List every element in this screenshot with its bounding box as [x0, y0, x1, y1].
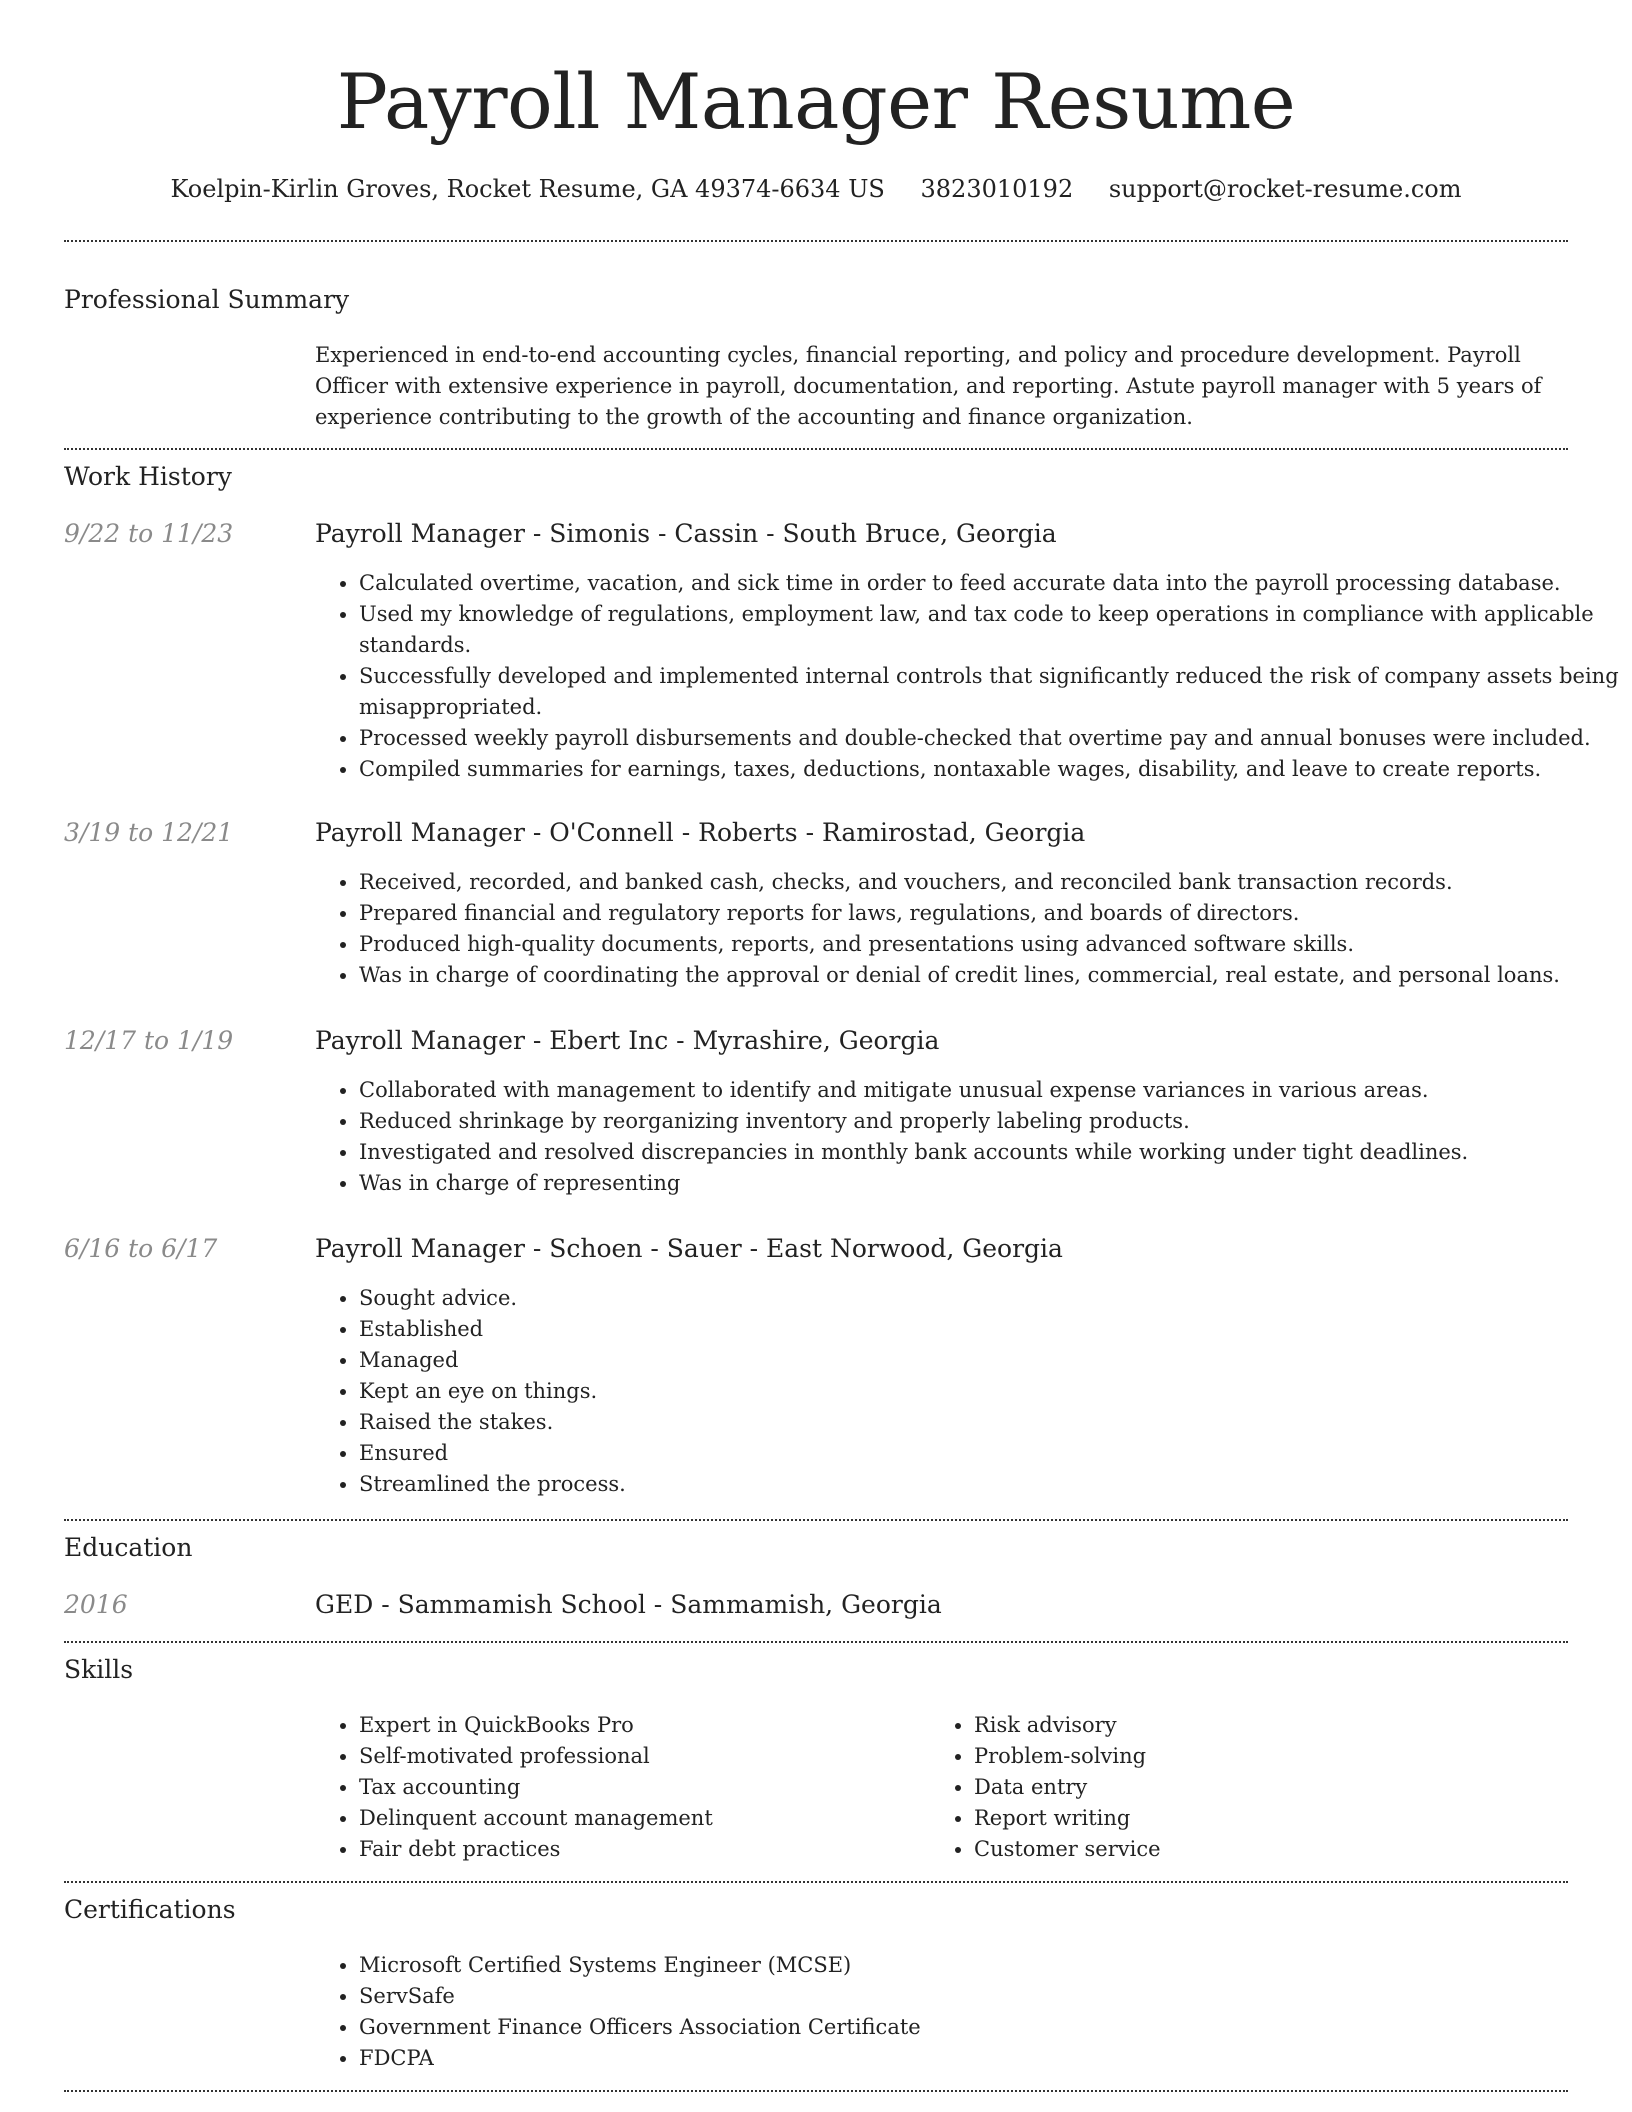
skills-heading: Skills [64, 1655, 134, 1684]
certifications-heading: Certifications [64, 1895, 236, 1924]
job-bullets [315, 1075, 1619, 1199]
list-item: • Customer service [974, 1834, 1574, 1865]
list-item: • Raised the stakes. [359, 1407, 1619, 1438]
job-dates: 6/16 to 6/17 [64, 1234, 218, 1263]
summary-heading: Professional Summary [64, 285, 350, 314]
list-item: • Data entry [974, 1772, 1574, 1803]
job-bullets [315, 568, 1619, 785]
list-item: • Compiled summaries for earnings, taxes, deductions, nontaxable wages, disability, and leave to create reports. [359, 754, 1619, 785]
list-item: • Calculated overtime, vacation, and sick time in order to feed accurate data into the payroll processing database. [359, 568, 1619, 599]
list-item: • Government Finance Officers Association Certificate [359, 2012, 1359, 2043]
job-title: Payroll Manager - Simonis - Cassin - South Bruce, Georgia [315, 519, 1057, 548]
contact-line [0, 171, 1632, 207]
list-item: • Reduced shrinkage by reorganizing inventory and properly labeling products. [359, 1106, 1619, 1137]
list-item: • Used my knowledge of regulations, employment law, and tax code to keep operations in compliance with applicable standards. [359, 599, 1619, 661]
contact-email: support@rocket-resume.com [1108, 175, 1462, 203]
contact-phone: 3823010192 [920, 175, 1074, 203]
list-item: • Received, recorded, and banked cash, checks, and vouchers, and reconciled bank transaction records. [359, 867, 1619, 898]
section-divider [64, 2090, 1568, 2092]
list-item: • Kept an eye on things. [359, 1376, 1619, 1407]
list-item: • Ensured [359, 1438, 1619, 1469]
work-history-heading: Work History [64, 462, 232, 491]
list-item: • Established [359, 1314, 1619, 1345]
list-item: • Produced high-quality documents, reports, and presentations using advanced software skills. [359, 929, 1619, 960]
list-item: • Delinquent account management [359, 1803, 959, 1834]
job-title: Payroll Manager - Schoen - Sauer - East Norwood, Georgia [315, 1234, 1063, 1263]
list-item: • Problem-solving [974, 1741, 1574, 1772]
resume-title: Payroll Manager Resume [336, 57, 1296, 146]
section-divider [64, 240, 1568, 242]
list-item: • Streamlined the process. [359, 1469, 1619, 1500]
certifications-list [315, 1950, 1359, 2074]
section-divider [64, 1641, 1568, 1643]
skills-list-left [315, 1710, 959, 1865]
job-dates: 3/19 to 12/21 [64, 818, 234, 847]
list-item: • FDCPA [359, 2043, 1359, 2074]
job-dates: 12/17 to 1/19 [64, 1026, 234, 1055]
list-item: • Was in charge of coordinating the approval or denial of credit lines, commercial, real estate, and personal loans. [359, 960, 1619, 991]
list-item: • Fair debt practices [359, 1834, 959, 1865]
job-bullets [315, 1283, 1619, 1500]
job-title: Payroll Manager - Ebert Inc - Myrashire, Georgia [315, 1026, 940, 1055]
job-dates: 9/22 to 11/23 [64, 519, 234, 548]
section-divider [64, 1881, 1568, 1883]
list-item: • Processed weekly payroll disbursements and double-checked that overtime pay and annual bonuses were included. [359, 723, 1619, 754]
list-item: • Sought advice. [359, 1283, 1619, 1314]
list-item: • Risk advisory [974, 1710, 1574, 1741]
education-heading: Education [64, 1533, 193, 1562]
job-title: Payroll Manager - O'Connell - Roberts - Ramirostad, Georgia [315, 818, 1086, 847]
education-year: 2016 [64, 1590, 128, 1619]
list-item: • ServSafe [359, 1981, 1359, 2012]
list-item: • Report writing [974, 1803, 1574, 1834]
section-divider [64, 448, 1568, 450]
section-divider [64, 1519, 1568, 1521]
list-item: • Self-motivated professional [359, 1741, 959, 1772]
list-item: • Was in charge of representing [359, 1168, 1619, 1199]
list-item: • Successfully developed and implemented internal controls that significantly reduced the risk of company assets being misappropriated. [359, 661, 1619, 723]
skills-list-right [930, 1710, 1574, 1865]
job-bullets [315, 867, 1619, 991]
summary-text: Experienced in end-to-end accounting cycles, financial reporting, and policy and procedure development. Payroll Officer with extensive experience in payroll, documentation, and reporting. Astute payroll manager with 5 years of experience contributing to the growth of the accounting and finance organization. [315, 343, 1542, 429]
list-item: • Managed [359, 1345, 1619, 1376]
list-item: • Prepared financial and regulatory reports for laws, regulations, and boards of directors. [359, 898, 1619, 929]
list-item: • Collaborated with management to identify and mitigate unusual expense variances in various areas. [359, 1075, 1619, 1106]
list-item: • Expert in QuickBooks Pro [359, 1710, 959, 1741]
education-entry: GED - Sammamish School - Sammamish, Georgia [315, 1590, 942, 1619]
list-item: • Investigated and resolved discrepancies in monthly bank accounts while working under tight deadlines. [359, 1137, 1619, 1168]
list-item: • Microsoft Certified Systems Engineer (MCSE) [359, 1950, 1359, 1981]
list-item: • Tax accounting [359, 1772, 959, 1803]
contact-address: Koelpin-Kirlin Groves, Rocket Resume, GA 49374-6634 US [170, 175, 885, 203]
